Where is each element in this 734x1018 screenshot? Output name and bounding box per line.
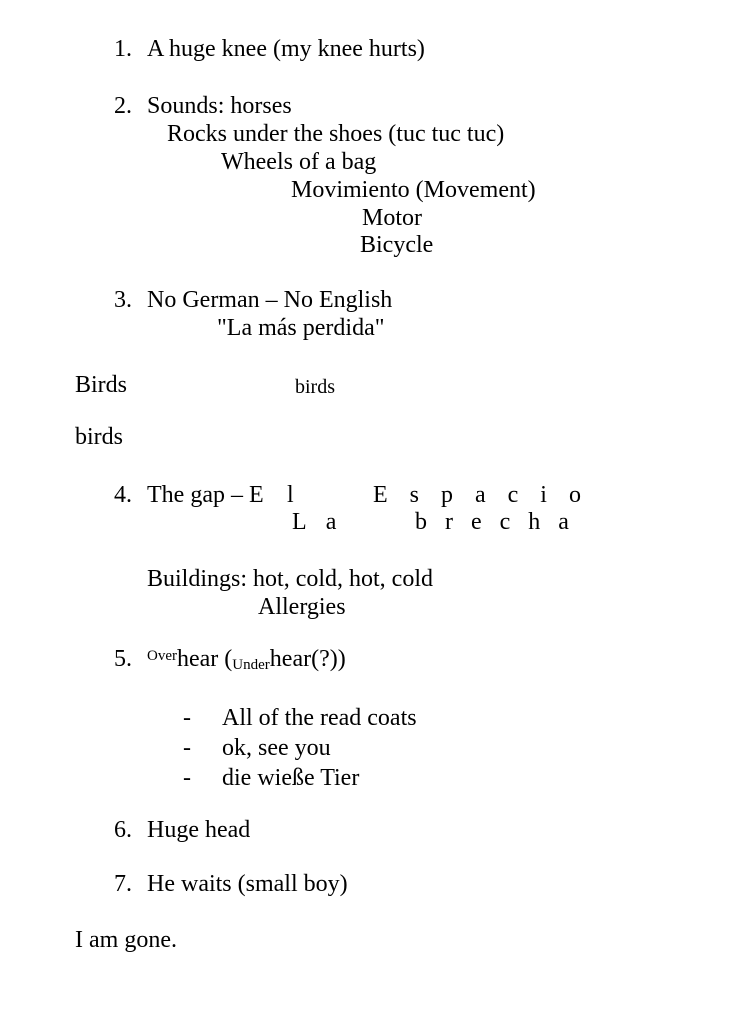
item-1-number: 1. [114, 36, 132, 62]
item-4-spread-l: l [287, 482, 294, 508]
item-4-spread-espacio: E s p a c i o [373, 482, 581, 508]
buildings-text: Buildings: hot, cold, hot, cold [147, 566, 433, 592]
bullet-item-3 [0, 765, 734, 794]
item-5-mid1: hear ( [177, 646, 233, 672]
item-5-number: 5. [114, 646, 132, 672]
item-3-text: No German – No English [147, 287, 393, 313]
item-2-subline-movimiento [0, 177, 734, 206]
list-item-1 [0, 36, 734, 65]
bullet-text: die wieße Tier [222, 765, 360, 791]
bullet-text: ok, see you [222, 735, 331, 761]
subline-text: Movimiento (Movement) [291, 177, 536, 203]
item-3-subline-quote [0, 315, 734, 344]
item-4-number: 4. [114, 482, 132, 508]
birds-line-2 [0, 424, 734, 453]
closing-text: I am gone. [75, 927, 177, 953]
bullet-text: All of the read coats [222, 705, 417, 731]
subline-text: Rocks under the shoes (tuc tuc tuc) [167, 121, 505, 147]
item-6-text: Huge head [147, 817, 251, 843]
item-4-text: The gap – E [147, 482, 264, 508]
item-2-subline-wheels [0, 149, 734, 178]
list-item-6 [0, 817, 734, 846]
item-2-subline-rocks [0, 121, 734, 150]
item-3-number: 3. [114, 287, 132, 313]
item-7-text: He waits (small boy) [147, 871, 348, 897]
bullet-dash: - [183, 705, 191, 731]
subline-text: Wheels of a bag [221, 149, 377, 175]
allergies-text: Allergies [258, 594, 346, 620]
birds-capital: Birds [75, 372, 128, 398]
item-4-spread-la: L a [292, 509, 337, 535]
bullet-dash: - [183, 735, 191, 761]
list-item-7 [0, 871, 734, 900]
subline-text: Motor [362, 205, 422, 231]
item-4-line-2 [0, 509, 734, 538]
item-4-spread-brecha: b r e c h a [415, 509, 569, 535]
bullet-item-2 [0, 735, 734, 764]
item-5-superscript: Over [147, 648, 177, 664]
item-6-number: 6. [114, 817, 132, 843]
item-1-text: A huge knee (my knee hurts) [147, 36, 425, 62]
list-item-4 [0, 482, 734, 511]
list-item-5 [0, 646, 734, 675]
subline-text: "La más perdida" [217, 315, 385, 341]
closing-line [0, 927, 734, 956]
item-2-subline-motor [0, 205, 734, 234]
subline-text: Bicycle [360, 232, 434, 258]
item-5-text [147, 646, 346, 674]
birds-line-1 [0, 372, 734, 401]
item-5-mid2: hear(?)) [269, 646, 346, 672]
buildings-line [0, 566, 734, 595]
birds-small: birds [295, 376, 335, 398]
bullet-item-1 [0, 705, 734, 734]
item-2-text: Sounds: horses [147, 93, 292, 119]
item-2-subline-bicycle [0, 232, 734, 261]
list-item-2 [0, 93, 734, 122]
item-2-number: 2. [114, 93, 132, 119]
item-7-number: 7. [114, 871, 132, 897]
allergies-line [0, 594, 734, 623]
item-5-subscript: Under [232, 657, 270, 673]
birds-second: birds [75, 424, 123, 450]
bullet-dash: - [183, 765, 191, 791]
list-item-3 [0, 287, 734, 316]
